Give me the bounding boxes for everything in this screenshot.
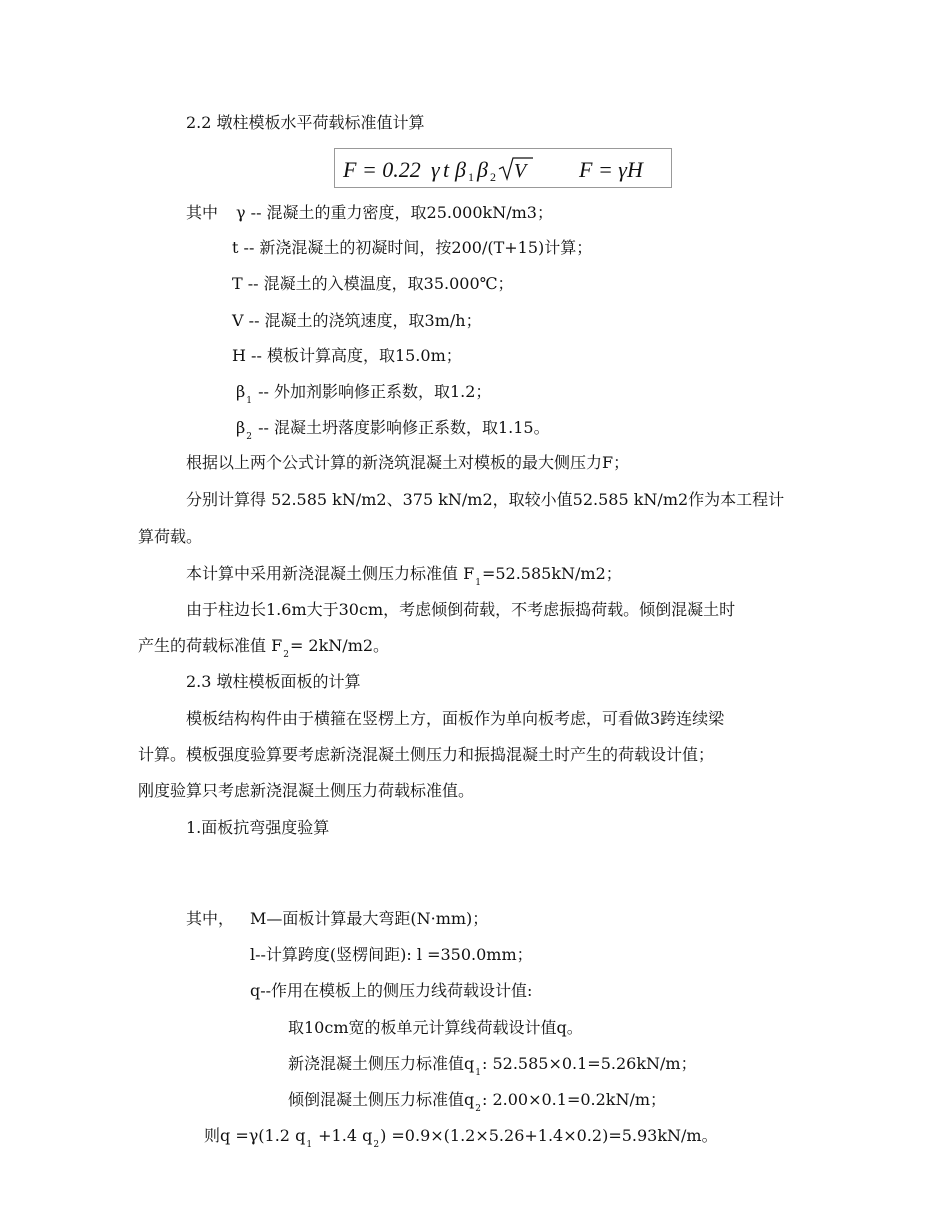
formula-box — [334, 148, 672, 188]
text-run: ) =0.9×(1.2×5.26+1.4×0.2)=5.93kN/m。 — [380, 1126, 718, 1145]
def-symbol: V — [232, 311, 244, 330]
def-symbol: γ — [236, 203, 246, 222]
text-run: = 2kN/m2。 — [289, 636, 390, 655]
text-run: 新浇混凝土侧压力标准值q — [288, 1054, 475, 1073]
final-equation — [204, 1126, 718, 1149]
def-symbol: β — [236, 418, 246, 437]
formula-graphic — [335, 149, 673, 189]
def-V — [232, 311, 482, 331]
def-text: -- 外加剂影响修正系数，取1.2； — [258, 382, 492, 401]
formula-V: V — [514, 160, 527, 182]
formula-gamma: γ — [431, 157, 440, 182]
formula-lhs: F = 0.22 — [343, 157, 421, 182]
formula-beta2: β — [477, 157, 488, 182]
def-T — [232, 274, 514, 294]
formula-beta1: β — [455, 157, 466, 182]
def-H — [232, 346, 462, 366]
def-subscript: 2 — [246, 432, 252, 442]
def-symbol: T — [232, 274, 243, 293]
def-beta2 — [236, 418, 550, 441]
def-symbol: H — [232, 346, 246, 365]
subscript: 2 — [373, 1140, 380, 1150]
text-run: 产生的荷载标准值 F — [138, 636, 283, 655]
text-run: +1.4 q — [313, 1126, 373, 1145]
paragraph-1: 根据以上两个公式计算的新浇筑混凝土对模板的最大侧压力F； — [186, 453, 630, 472]
def-symbol: β — [236, 382, 246, 401]
formula-beta1-sub: 1 — [468, 170, 474, 184]
subscript: 2 — [475, 1104, 481, 1114]
def-t — [232, 238, 592, 258]
text-run: : 52.585×0.1=5.26kN/m； — [481, 1054, 697, 1073]
def-text: -- 混凝土坍落度影响修正系数，取1.15。 — [258, 418, 550, 437]
def-subscript: 1 — [246, 396, 252, 406]
def-text: -- 混凝土的浇筑速度，取3m/h； — [248, 311, 482, 330]
q1-line — [288, 1054, 697, 1077]
formula-beta2-sub: 2 — [490, 170, 496, 184]
subscript: 1 — [475, 1068, 481, 1078]
paragraph-5-line-3: 刚度验算只考虑新浇混凝土侧压力荷载标准值。 — [138, 781, 475, 800]
subscript: 1 — [306, 1140, 313, 1150]
section-heading-2-2: 2.2 墩柱模板水平荷载标准值计算 — [186, 113, 425, 132]
section-heading-2-3: 2.3 墩柱模板面板的计算 — [186, 672, 361, 691]
paragraph-4-line-1: 由于柱边长1.6m大于30cm，考虑倾倒荷载，不考虑振捣荷载。倾倒混凝土时 — [186, 600, 736, 619]
l-definition: l--计算跨度(竖楞间距): l =350.0mm； — [250, 945, 533, 964]
paragraph-3 — [186, 564, 622, 587]
paragraph-2-line-1: 分别计算得 52.585 kN/m2、375 kN/m2，取较小值52.585 kN/m2作为本工程计 — [186, 490, 785, 509]
text-run: 则q =γ(1.2 q — [204, 1126, 306, 1145]
formula-rhs: F = γH — [579, 157, 643, 182]
q2-line — [288, 1090, 666, 1113]
q-take: 取10cm宽的板单元计算线荷载设计值q。 — [288, 1018, 583, 1037]
def-gamma — [236, 203, 553, 223]
where-label-2: 其中， — [186, 909, 235, 928]
q-definition: q--作用在模板上的侧压力线荷载设计值: — [250, 981, 533, 1000]
text-run: =52.585kN/m2； — [481, 564, 622, 583]
formula-t: t — [443, 157, 450, 182]
subheading-1: 1.面板抗弯强度验算 — [186, 818, 330, 837]
text-run: : 2.00×0.1=0.2kN/m； — [481, 1090, 667, 1109]
where-label: 其中 — [186, 203, 219, 222]
m-definition: M—面板计算最大弯距(N·mm)； — [250, 909, 489, 928]
subscript: 2 — [283, 650, 289, 660]
def-text: -- 混凝土的重力密度，取25.000kN/m3； — [250, 203, 553, 222]
def-text: -- 混凝土的入模温度，取35.000℃； — [247, 274, 514, 293]
def-text: -- 模板计算高度，取15.0m； — [251, 346, 462, 365]
def-text: -- 新浇混凝土的初凝时间，按200/(T+15)计算； — [243, 238, 593, 257]
text-run: 本计算中采用新浇混凝土侧压力标准值 F — [186, 564, 475, 583]
text-run: 倾倒混凝土侧压力标准值q — [288, 1090, 475, 1109]
paragraph-2-line-2: 算荷载。 — [138, 527, 203, 546]
paragraph-4-line-2 — [138, 636, 389, 659]
def-beta1 — [236, 382, 491, 405]
paragraph-5-line-2: 计算。模板强度验算要考虑新浇混凝土侧压力和振捣混凝土时产生的荷载设计值； — [138, 745, 715, 764]
def-symbol: t — [232, 238, 239, 257]
paragraph-5-line-1: 模板结构构件由于横箍在竖楞上方，面板作为单向板考虑，可看做3跨连续梁 — [186, 709, 725, 728]
subscript: 1 — [475, 578, 481, 588]
